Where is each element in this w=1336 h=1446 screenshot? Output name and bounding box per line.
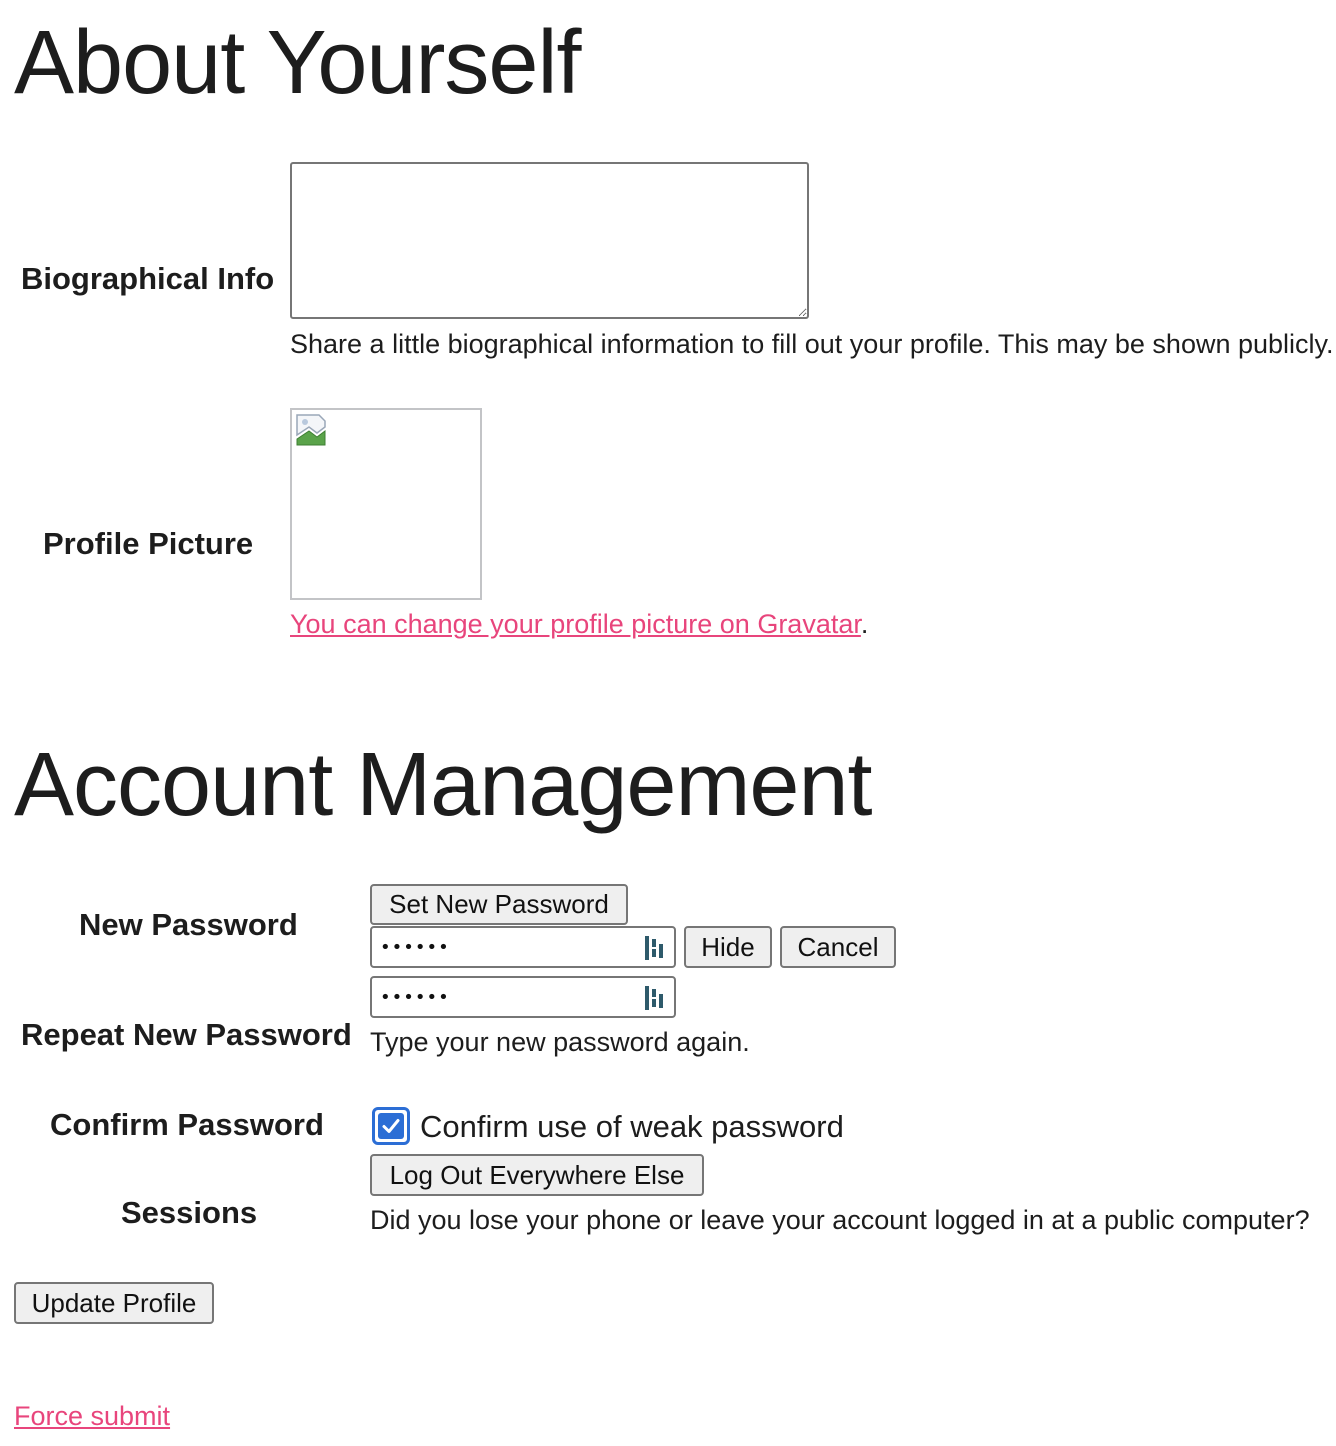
confirm-password-label: Confirm Password [50,1107,324,1142]
gravatar-link[interactable]: You can change your profile picture on Gravatar [290,609,861,639]
profile-picture-label: Profile Picture [43,526,254,561]
set-new-password-button[interactable]: Set New Password [370,884,628,925]
repeat-password-input[interactable] [372,978,640,1016]
new-password-field[interactable] [370,926,676,968]
broken-image-icon [295,413,329,447]
logout-everywhere-button[interactable]: Log Out Everywhere Else [370,1154,704,1196]
update-profile-button[interactable]: Update Profile [14,1282,214,1324]
bio-description: Share a little biographical information to fill out your profile. This may be shown publicly. [290,329,1334,359]
confirm-weak-password-label[interactable]: Confirm use of weak password [420,1109,844,1144]
bio-label: Biographical Info [21,261,275,296]
hide-password-button[interactable]: Hide [684,926,772,968]
new-password-label: New Password [79,907,298,942]
confirm-weak-password-checkbox[interactable] [372,1107,410,1145]
sessions-label: Sessions [121,1195,258,1230]
gravatar-suffix: . [860,609,869,639]
new-password-input[interactable] [372,928,640,966]
password-manager-icon[interactable] [644,935,666,961]
gravatar-note [290,611,868,638]
sessions-description: Did you lose your phone or leave your account logged in at a public computer? [370,1205,1310,1235]
password-manager-icon[interactable] [644,985,666,1011]
repeat-password-description: Type your new password again. [370,1027,750,1057]
repeat-password-field[interactable] [370,976,676,1018]
force-submit-link[interactable]: Force submit [14,1401,171,1431]
cancel-password-button[interactable]: Cancel [780,926,896,968]
checkmark-icon [380,1115,402,1137]
account-heading: Account Management [14,735,872,835]
about-heading: About Yourself [14,13,581,113]
bio-textarea[interactable] [290,162,809,319]
avatar [290,408,482,600]
repeat-password-label: Repeat New Password [21,1017,352,1052]
